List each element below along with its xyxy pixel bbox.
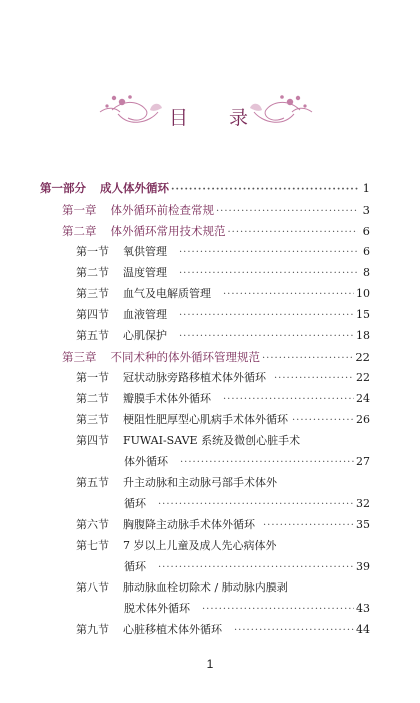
section-number: 第九节: [76, 623, 109, 636]
chapter-number: 第一章: [62, 203, 97, 217]
toc-entry-section[interactable]: [76, 410, 370, 430]
leader-dots: [216, 202, 358, 222]
section-title: 心脏移植术体外循环: [123, 623, 222, 636]
leader-dots: [179, 264, 358, 284]
toc-entry-part1[interactable]: [40, 178, 370, 198]
section-title: 7 岁以上儿童及成人先心病体外: [123, 539, 277, 552]
page-number: 44: [356, 623, 370, 636]
section-title-cont: 循环: [124, 497, 146, 510]
leader-dots: [292, 411, 354, 431]
section-title: 瓣膜手术体外循环: [123, 392, 211, 405]
section-title: FUWAI-SAVE 系统及微创心脏手术: [123, 434, 301, 447]
section-title-cont: 脱术体外循环: [124, 602, 190, 615]
section-title: 肺动脉血栓切除术 / 肺动脉内膜剥: [123, 581, 288, 594]
leader-dots: [223, 390, 354, 410]
leader-dots: [202, 600, 354, 620]
toc-entry-section-line1[interactable]: [76, 536, 370, 556]
chapter-title: 体外循环前检查常规: [110, 203, 214, 217]
toc-entry-section[interactable]: [76, 620, 370, 640]
chapter-title: 不同术种的体外循环管理规范: [110, 350, 260, 364]
toc-entry-chapter-1[interactable]: [62, 200, 370, 220]
floral-ornament-icon: [0, 88, 420, 138]
toc-entry-section[interactable]: [76, 305, 370, 325]
page-footer-number: 1: [206, 657, 214, 671]
part-number: 第一部分: [40, 181, 86, 195]
page-number: 22: [355, 350, 370, 364]
section-title-cont: 循环: [124, 560, 146, 573]
leader-dots: [263, 516, 354, 536]
toc-entry-section-line2[interactable]: [124, 557, 370, 577]
leader-dots: [223, 285, 354, 305]
page-number: 24: [356, 392, 370, 405]
section-number: 第三节: [76, 413, 109, 426]
section-title: 血液管理: [123, 308, 167, 321]
page-number: 8: [363, 266, 370, 279]
page-number: 3: [362, 203, 370, 217]
toc-entry-chapter-2[interactable]: [62, 221, 370, 241]
page-number: 6: [362, 224, 370, 238]
leader-dots: [234, 621, 354, 641]
toc-entry-section-line1[interactable]: [76, 473, 370, 493]
page-number: 32: [356, 497, 370, 510]
section-number: 第四节: [76, 308, 109, 321]
toc-entry-section[interactable]: [76, 326, 370, 346]
section-number: 第二节: [76, 266, 109, 279]
toc-entry-section[interactable]: [76, 284, 370, 304]
toc-entry-section-line2[interactable]: [124, 452, 370, 472]
leader-dots: [179, 327, 354, 347]
toc-entry-section[interactable]: [76, 242, 370, 262]
section-title: 血气及电解质管理: [123, 287, 211, 300]
section-number: 第五节: [76, 476, 109, 489]
section-number: 第三节: [76, 287, 109, 300]
chapter-number: 第二章: [62, 224, 97, 238]
chapter-title: 体外循环常用技术规范: [110, 224, 226, 238]
leader-dots: [262, 349, 353, 369]
page-number: 10: [356, 287, 370, 300]
toc-entry-chapter-3[interactable]: [62, 347, 370, 367]
page-number: 39: [356, 560, 370, 573]
section-title-cont: 体外循环: [124, 455, 168, 468]
leader-dots: [158, 558, 354, 578]
section-title: 胸腹降主动脉手术体外循环: [123, 518, 255, 531]
title-char-right: 录: [229, 107, 251, 129]
section-number: 第八节: [76, 581, 109, 594]
section-number: 第四节: [76, 434, 109, 447]
leader-dots: [228, 223, 359, 243]
part-title: 成人体外循环: [100, 181, 169, 195]
chapter-number: 第三章: [62, 350, 97, 364]
leader-dots: [274, 369, 354, 389]
title-char-left: 目: [169, 107, 191, 129]
page-number: 22: [356, 371, 370, 384]
page-number: 35: [356, 518, 370, 531]
section-number: 第六节: [76, 518, 109, 531]
page-number: 15: [356, 308, 370, 321]
section-title: 氧供管理: [123, 245, 167, 258]
section-number: 第一节: [76, 371, 109, 384]
section-number: 第二节: [76, 392, 109, 405]
toc-entry-section-line1[interactable]: [76, 578, 370, 598]
section-number: 第一节: [76, 245, 109, 258]
leader-dots: [180, 453, 354, 473]
toc-entry-section-line2[interactable]: [124, 599, 370, 619]
section-title: 冠状动脉旁路移植术体外循环: [123, 371, 266, 384]
page-number: 1: [362, 181, 370, 195]
toc-entry-section-line2[interactable]: [124, 494, 370, 514]
toc-entry-section[interactable]: [76, 389, 370, 409]
leader-dots: [179, 306, 354, 326]
section-title: 温度管理: [123, 266, 167, 279]
section-title: 梗阻性肥厚型心肌病手术体外循环: [123, 413, 288, 426]
leader-dots: [158, 495, 354, 515]
section-number: 第七节: [76, 539, 109, 552]
leader-dots: [179, 243, 358, 263]
page-number: 26: [356, 413, 370, 426]
leader-dots: [171, 180, 358, 200]
toc-entry-section[interactable]: [76, 263, 370, 283]
page-number: 18: [356, 329, 370, 342]
section-title: 升主动脉和主动脉弓部手术体外: [123, 476, 277, 489]
toc-entry-section[interactable]: [76, 515, 370, 535]
page-number: 43: [356, 602, 370, 615]
page-number: 27: [356, 455, 370, 468]
toc-entry-section-line1[interactable]: [76, 431, 370, 451]
section-number: 第五节: [76, 329, 109, 342]
toc-entry-section[interactable]: [76, 368, 370, 388]
page-number: 6: [363, 245, 370, 258]
section-title: 心肌保护: [123, 329, 167, 342]
toc-header-ornament: [0, 88, 420, 138]
